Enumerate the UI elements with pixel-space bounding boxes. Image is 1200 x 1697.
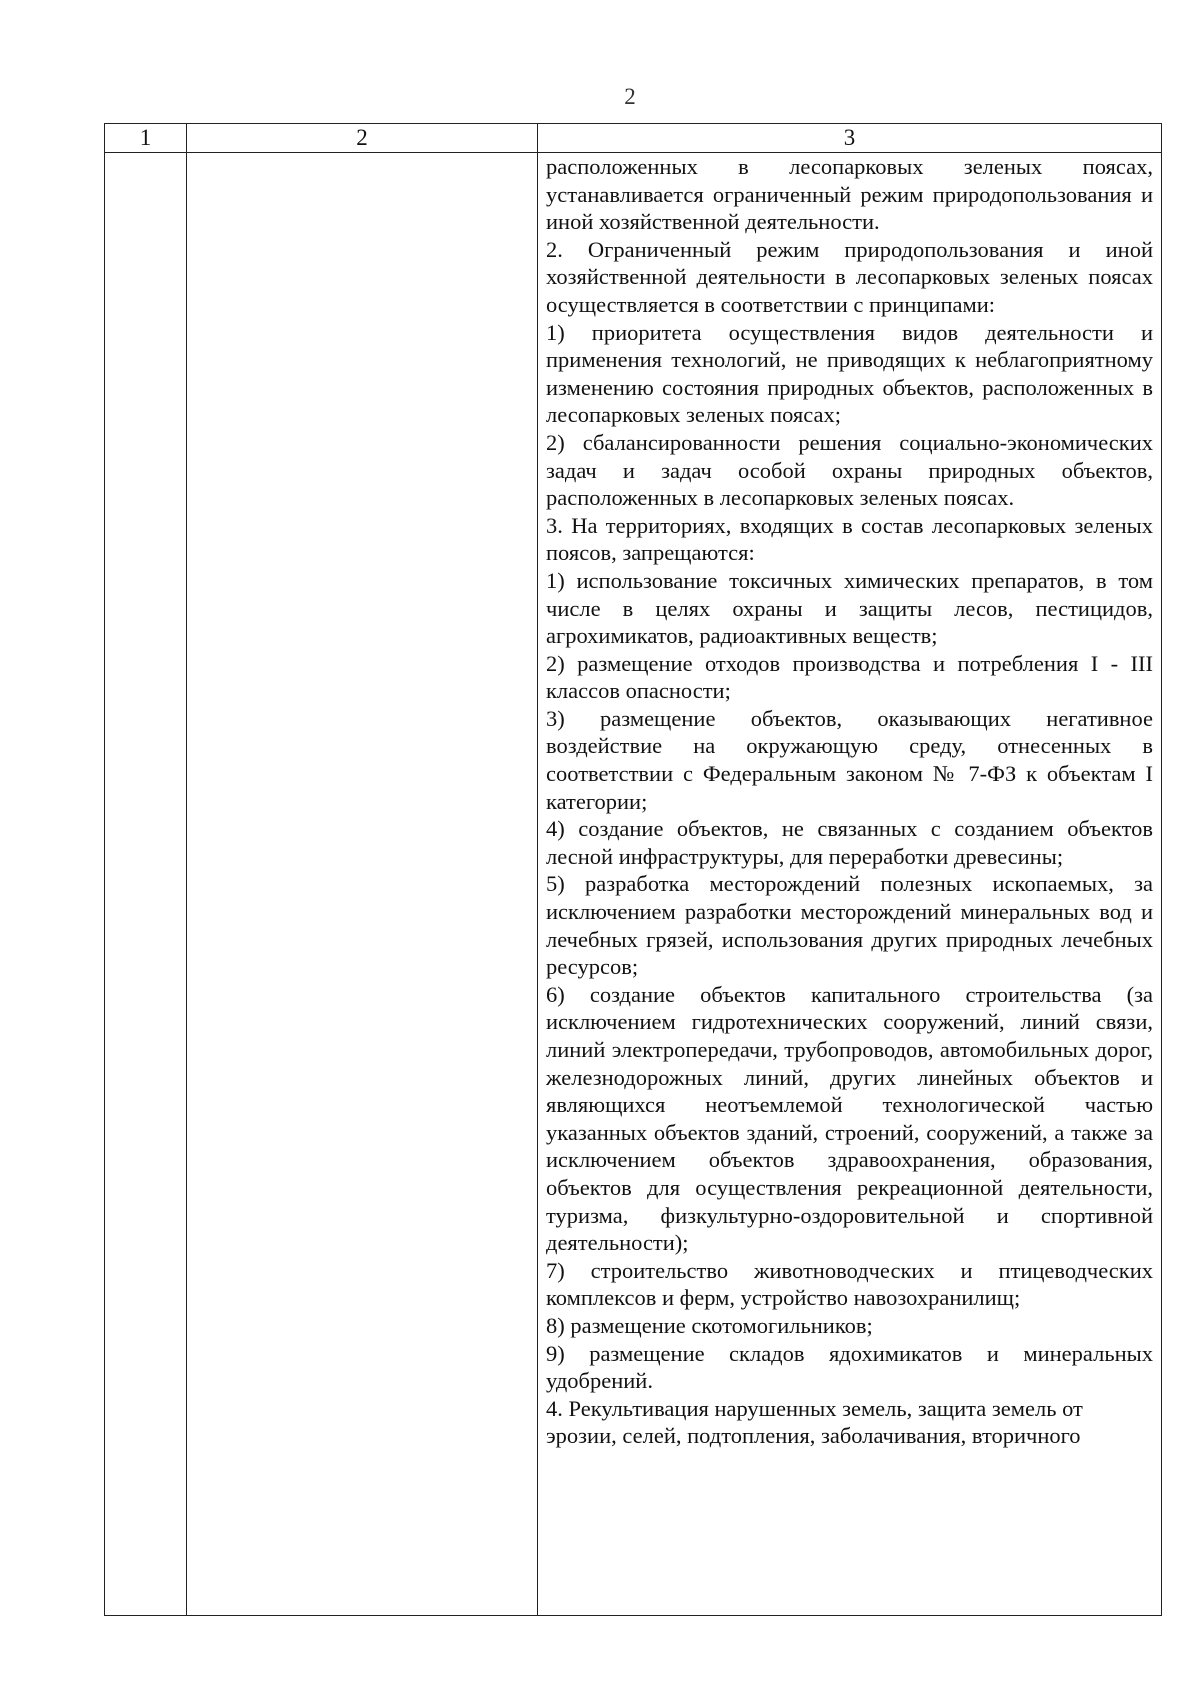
column-1-cell <box>105 153 187 1616</box>
table-row <box>105 153 1162 1616</box>
paragraph: 3. На территориях, входящих в состав лесопарковых зеленых поясов, запрещаются: <box>546 512 1153 566</box>
column-3-cell <box>538 153 1162 1616</box>
column-3-content <box>538 153 1161 1450</box>
paragraph: расположенных в лесопарковых зеленых поясах, устанавливается ограниченный режим природопользования и иной хозяйственной деятельности. <box>546 154 1153 235</box>
paragraph: 2) сбалансированности решения социально-экономических задач и задач особой охраны природных объектов, расположенных в лесопарковых зеленых поясах. <box>546 429 1153 511</box>
paragraph: 5) разработка месторождений полезных ископаемых, за исключением разработки месторождений минеральных вод и лечебных грязей, использования других природных лечебных ресурсов; <box>546 871 1153 980</box>
table-header-row <box>105 124 1162 153</box>
paragraph: 6) создание объектов капитального строительства (за исключением гидротехнических сооружений, линий связи, линий электропередачи, трубопроводов, автомобильных дорог, железнодорожных линий, других линейных объектов и являющихся неотъемлемой технологической частью указанных объектов зданий, строений, сооружений, а также за исключением объектов здравоохранения, образования, объектов для осуществления рекреационной деятельности, туризма, физкультурно-оздоровительной и спортивной деятельности); <box>546 981 1153 1256</box>
paragraph: 2) размещение отходов производства и потребления I - III классов опасности; <box>546 650 1153 704</box>
paragraph: 2. Ограниченный режим природопользования и иной хозяйственной деятельности в лесопарковых зеленых поясах осуществляется в соответствии с принципами: <box>546 236 1153 317</box>
paragraph: 4. Рекультивация нарушенных земель, защита земель от эрозии, селей, подтопления, заболачивания, вторичного <box>546 1395 1083 1449</box>
page-number: 2 <box>624 84 636 109</box>
column-2-cell <box>187 153 538 1616</box>
paragraph: 1) приоритета осуществления видов деятельности и применения технологий, не приводящих к неблагоприятному изменению состояния природных объектов, расположенных в лесопарковых зеленых поясах; <box>546 319 1153 428</box>
column-header-3: 3 <box>538 124 1162 153</box>
column-header-2: 2 <box>187 124 538 153</box>
paragraph: 7) строительство животноводческих и птицеводческих комплексов и ферм, устройство навозохранилищ; <box>546 1257 1153 1311</box>
paragraph: 8) размещение скотомогильников; <box>546 1312 873 1338</box>
paragraph: 1) использование токсичных химических препаратов, в том числе в целях охраны и защиты лесов, пестицидов, агрохимикатов, радиоактивных веществ; <box>546 567 1153 649</box>
document-table <box>104 123 1162 1616</box>
paragraph: 9) размещение складов ядохимикатов и минеральных удобрений. <box>546 1340 1153 1394</box>
paragraph: 4) создание объектов, не связанных с созданием объектов лесной инфраструктуры, для переработки древесины; <box>546 816 1153 869</box>
paragraph: 3) размещение объектов, оказывающих негативное воздействие на окружающую среду, отнесенных в соответствии с Федеральным законом № 7-ФЗ к объектам I категории; <box>546 705 1153 814</box>
column-header-1: 1 <box>105 124 187 153</box>
